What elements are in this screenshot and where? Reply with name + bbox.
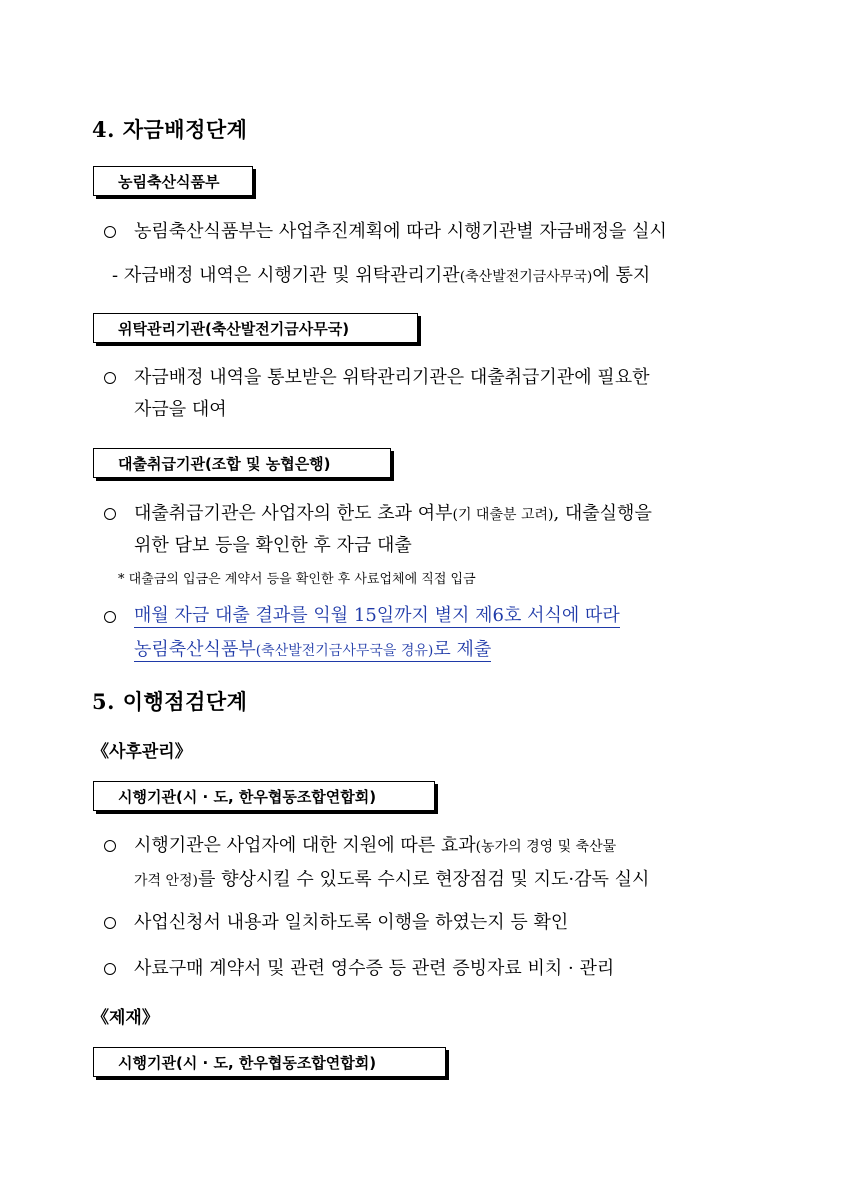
bullet-trust-line1: 자금배정 내역을 통보받은 위탁관리기관은 대출취급기관에 필요한 (134, 367, 650, 388)
notice-end-text: 에 통지 (592, 265, 651, 286)
bullet-loan-line1 (134, 501, 652, 528)
monthly-line2-small: (축산발전기금사무국을 경유) (255, 643, 434, 659)
box-implementing-agency: 시행기관(시 · 도, 한우협동조합연합회) (93, 781, 435, 811)
inspection-line2-main: 를 향상시킬 수 있도록 수시로 현장점검 및 지도·감독 실시 (198, 869, 650, 890)
monthly-line2-main: 농림축산식품부 (134, 639, 256, 660)
notice-main-text: 자금배정 내역은 시행기관 및 위탁관리기관 (123, 265, 460, 286)
loan-line1-main: 대출취급기관은 사업자의 한도 초과 여부 (134, 503, 453, 524)
box-trust-agency: 위탁관리기관(축산발전기금사무국) (93, 313, 418, 343)
box-ministry: 농림축산식품부 (93, 166, 253, 196)
section-5-title: 5. 이행점검단계 (92, 689, 248, 714)
bullet-compliance-check: 사업신청서 내용과 일치하도록 이행을 하였는지 등 확인 (134, 912, 569, 933)
monthly-line1-text: 매월 자금 대출 결과를 익월 15일까지 별지 제6호 서식에 따라 (134, 605, 620, 626)
subheading-sanctions: 《제재》 (92, 1008, 159, 1028)
footnote-deposit: * 대출금의 입금은 계약서 등을 확인한 후 사료업체에 직접 입금 (118, 572, 476, 587)
bullet-loan-line2: 위한 담보 등을 확인한 후 자금 대출 (134, 535, 412, 556)
subheading-aftercare: 《사후관리》 (92, 742, 192, 762)
bullet-inspection-line2 (134, 867, 649, 894)
circle-bullet-icon (104, 372, 116, 384)
inspection-line2-small: 가격 안정) (134, 873, 199, 889)
notice-small-text: (축산발전기금사무국) (459, 269, 593, 285)
bullet-inspection-line1 (134, 833, 616, 860)
box-implementing-agency-2: 시행기관(시 · 도, 한우협동조합연합회) (93, 1047, 446, 1077)
dash-allocation-notice: - 자금배정 내역은 시행기관 및 위탁관리기관(축산발전기금사무국)에 통지 (112, 265, 651, 286)
circle-bullet-icon (104, 226, 116, 238)
circle-bullet-icon (104, 508, 116, 520)
bullet-ministry-allocation: 농림축산식품부는 사업추진계획에 따라 시행기관별 자금배정을 실시 (134, 221, 667, 242)
circle-bullet-icon (104, 963, 116, 975)
bullet-monthly-report-line1 (134, 603, 620, 629)
loan-line1-small: (기 대출분 고려) (452, 507, 554, 523)
monthly-line2-wrap (134, 639, 491, 662)
bullet-monthly-report-line2 (134, 637, 491, 664)
inspection-line1-main: 시행기관은 사업자에 대한 지원에 따른 효과 (134, 835, 476, 856)
inspection-line1-small: (농가의 경영 및 축산물 (475, 839, 617, 855)
monthly-line2-end: 로 제출 (433, 639, 492, 660)
bullet-document-keeping: 사료구매 계약서 및 관련 영수증 등 관련 증빙자료 비치 · 관리 (134, 958, 615, 979)
circle-bullet-icon (104, 917, 116, 929)
box-loan-agency: 대출취급기관(조합 및 농협은행) (93, 448, 391, 478)
circle-bullet-icon (104, 840, 116, 852)
loan-line1-end: , 대출실행을 (553, 503, 652, 524)
section-4-title: 4. 자금배정단계 (92, 117, 248, 142)
bullet-trust-line2: 자금을 대여 (134, 399, 227, 420)
circle-bullet-icon (104, 611, 116, 623)
